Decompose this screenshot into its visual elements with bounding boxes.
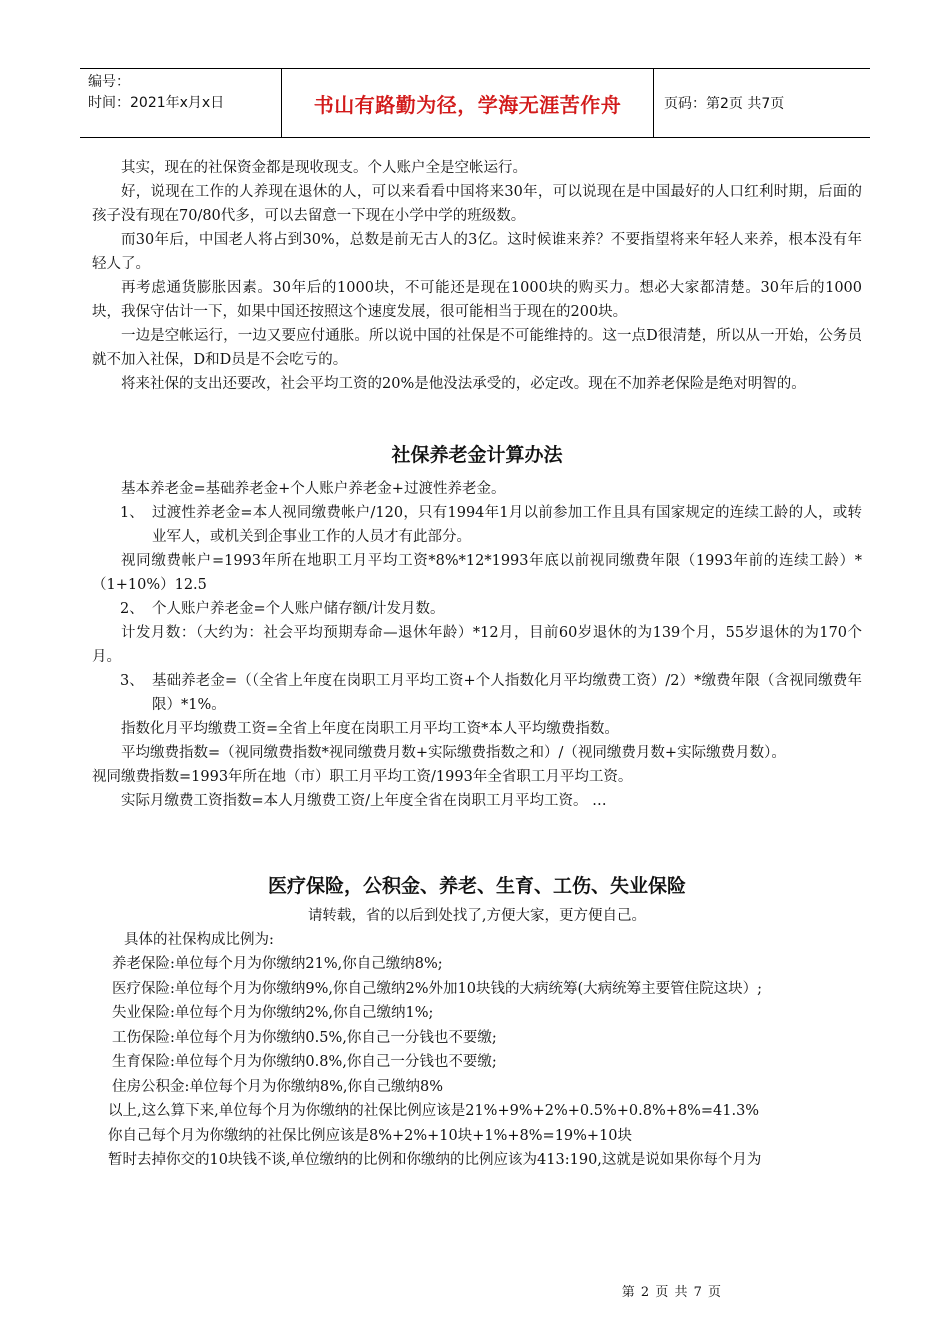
- intro-paragraph-3: 而30年后，中国老人将占到30%，总数是前无古人的3亿。这时候谁来养？不要指望将来年轻人来养，根本没有年轻人了。: [92, 232, 862, 272]
- rate-row-unemployment: 失业保险:单位每个月为你缴纳2%,你自己缴纳1%;: [112, 1005, 434, 1021]
- pension-item-1-number: 1、: [120, 505, 144, 521]
- pension-item-1: [92, 501, 862, 549]
- summary-ratio: 暂时去掉你交的10块钱不谈,单位缴纳的比例和你缴纳的比例应该为413:190,这就是说如果你每个月为: [108, 1152, 762, 1168]
- intro-paragraph-4: 再考虑通货膨胀因素。30年后的1000块，不可能还是现在1000块的购买力。想必大家都清楚。30年后的1000块，我保守估计一下，如果中国还按照这个速度发展，很可能相当于现在的200块。: [92, 280, 862, 320]
- intro-paragraph-6: 将来社保的支出还要改，社会平均工资的20%是他没法承受的，必定改。现在不加养老保险是绝对明智的。: [121, 376, 806, 392]
- pension-item-3-number: 3、: [120, 673, 144, 689]
- pension-item-3-text: 基础养老金=（（全省上年度在岗职工月平均工资+个人指数化月平均缴费工资）/2）*缴费年限（含视同缴费年限）*1%。: [152, 673, 862, 713]
- intro-paragraph-2: 好，说现在工作的人养现在退休的人，可以来看看中国将来30年，可以说现在是中国最好的人口红利时期，后面的孩子没有现在70/80代多，可以去留意一下现在小学中学的班级数。: [92, 184, 862, 224]
- document-body: [92, 156, 862, 1173]
- intro-paragraph-5: 一边是空帐运行，一边又要应付通胀。所以说中国的社保是不可能维持的。这一点D很清楚，所以从一开始，公务员就不加入社保，D和D员是不会吃亏的。: [92, 328, 862, 368]
- pension-paragraph-4: 指数化月平均缴费工资=全省上年度在岗职工月平均工资*本人平均缴费指数。: [121, 721, 619, 737]
- pension-item-2-text: 个人账户养老金=个人账户储存额/计发月数。: [152, 601, 445, 617]
- rate-row-maternity: 生育保险:单位每个月为你缴纳0.8%,你自己一分钱也不要缴;: [112, 1054, 497, 1070]
- pension-item-2: [92, 597, 862, 621]
- pension-paragraph-5: 平均缴费指数=（视同缴费指数*视同缴费月数+实际缴费指数之和）/（视同缴费月数+实际缴费月数）。: [121, 745, 786, 761]
- insurance-summary: [92, 1099, 862, 1173]
- pension-item-2-number: 2、: [120, 601, 144, 617]
- insurance-subtitle: 请转载，省的以后到处找了,方便大家，更方便自己。: [307, 908, 647, 924]
- summary-employer: 以上,这么算下来,单位每个月为你缴纳的社保比例应该是21%+9%+2%+0.5%+0.8%+8%=41.3%: [108, 1103, 760, 1119]
- code-label: 编号：: [88, 74, 130, 90]
- pension-paragraph-3: 计发月数：（大约为：社会平均预期寿命—退休年龄）*12月，目前60岁退休的为139个月，55岁退休的为170个月。: [92, 625, 862, 665]
- header-page-number: 页码：第2页 共7页: [664, 96, 785, 112]
- intro-paragraph-1: 其实，现在的社保资金都是现收现支。个人账户全是空帐运行。: [121, 160, 527, 176]
- rate-row-housing-fund: 住房公积金:单位每个月为你缴纳8%,你自己缴纳8%: [112, 1078, 443, 1095]
- header-motto: 书山有路勤为径，学海无涯苦作舟: [282, 69, 654, 137]
- pension-paragraph-6: 视同缴费指数=1993年所在地（市）职工月平均工资/1993年全省职工月平均工资。: [92, 769, 633, 785]
- rate-row-injury: 工伤保险:单位每个月为你缴纳0.5%,你自己一分钱也不要缴;: [112, 1029, 497, 1046]
- summary-employee: 你自己每个月为你缴纳的社保比例应该是8%+2%+10块+1%+8%=19%+10块: [108, 1127, 633, 1144]
- rate-row-medical: 医疗保险:单位每个月为你缴纳9%,你自己缴纳2%外加10块钱的大病统筹(大病统筹主要管住院这块）;: [112, 980, 762, 997]
- page-header: [80, 68, 870, 138]
- pension-item-1-text: 过渡性养老金=本人视同缴费帐户/120，只有1994年1月以前参加工作且具有国家规定的连续工龄的人，或转业军人，或机关到企事业工作的人员才有此部分。: [152, 505, 862, 545]
- header-meta: [80, 69, 282, 137]
- rate-row-pension: 养老保险:单位每个月为你缴纳21%,你自己缴纳8%;: [112, 956, 443, 972]
- date-label: 时间：2021年x月x日: [88, 95, 225, 111]
- insurance-intro: 具体的社保构成比例为:: [124, 932, 274, 948]
- pension-formula: 基本养老金=基础养老金+个人账户养老金+过渡性养老金。: [121, 481, 506, 497]
- insurance-rate-list: [92, 952, 862, 1099]
- page-footer: 第 2 页 共 7 页: [621, 1285, 722, 1300]
- pension-paragraph-2: 视同缴费帐户=1993年所在地职工月平均工资*8%*12*1993年底以前视同缴费年限（1993年前的连续工龄）*（1+10%）12.5: [92, 553, 862, 593]
- section-title-pension: 社保养老金计算办法: [391, 444, 563, 466]
- pension-paragraph-7: 实际月缴费工资指数=本人月缴费工资/上年度全省在岗职工月平均工资。 …: [121, 793, 607, 809]
- pension-item-3: [92, 669, 862, 717]
- section-title-insurance: 医疗保险，公积金、养老、生育、工伤、失业保险: [267, 875, 686, 897]
